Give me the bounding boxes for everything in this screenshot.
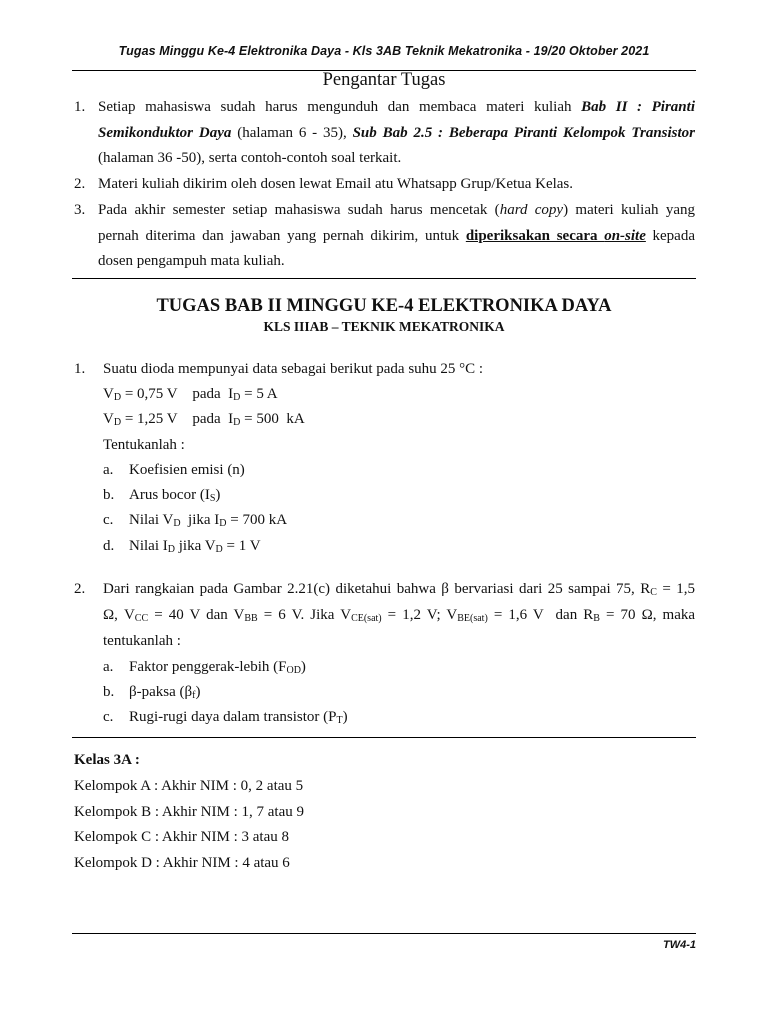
- intro-item-2-text: Materi kuliah dikirim oleh dosen lewat Email atu Whatsapp Grup/Ketua Kelas.: [98, 176, 574, 192]
- q2-number: 2.: [74, 581, 86, 597]
- intro-item-3-text-d: pernah diterima dan jawaban yang pernah dikirim, untuk: [98, 227, 466, 244]
- q1-part-b-letter: b.: [103, 487, 115, 503]
- kelompok-c: Kelompok C : Akhir NIM : 3 atau 8: [74, 829, 289, 845]
- q1-data-1: $V_D = 0,75$ V pada $I_D = 5$ A: [103, 386, 278, 403]
- intro-title: Pengantar Tugas: [322, 70, 446, 90]
- kelompok-b: Kelompok B : Akhir NIM : 1, 7 atau 9: [74, 804, 304, 820]
- q2-line-2: Ω, $V_{CC} = 40$ V dan $V_{BB} = 6$ V. Jika $V_{CE(sat)} = 1,2$ V; $V_{BE(sat)} = 1,6$ V dan $R_B = 70$ Ω, maka: [103, 607, 696, 624]
- q2-part-a-text: Faktor penggerak-lebih $(F_{OD})$: [129, 659, 306, 676]
- q1-part-a-letter: a.: [103, 462, 114, 478]
- page-label: TW4-1: [663, 939, 696, 951]
- q2-part-b-letter: b.: [103, 684, 115, 700]
- intro-item-1-pages: (halaman 6 - 35),: [231, 124, 353, 141]
- intro-item-3-line-2: [98, 224, 695, 250]
- document-header: Tugas Minggu Ke-4 Elektronika Daya - Kls 3AB Teknik Mekatronika - 19/20 Oktober 2021: [118, 44, 650, 58]
- intro-item-1-text-a: Setiap mahasiswa sudah harus mengunduh dan membaca materi kuliah: [98, 99, 582, 115]
- intro-item-1-line-3: (halaman 36 -50), serta contoh-contoh soal terkait.: [98, 150, 402, 166]
- q2-part-b-text: β-paksa $(\beta_f)$: [129, 684, 201, 701]
- intro-item-2-number: 2.: [74, 176, 86, 192]
- questions-divider: [72, 737, 696, 738]
- intro-item-3-line-1: [98, 198, 695, 224]
- intro-item-3: [98, 198, 695, 275]
- q2-line-3: tentukanlah :: [103, 633, 181, 649]
- q1-part-d-letter: d.: [103, 538, 115, 554]
- intro-item-1-bab-ref: Bab II : Piranti: [581, 99, 695, 115]
- q1-part-b-text: Arus bocor $(I_S)$: [129, 487, 221, 504]
- intro-divider: [72, 278, 696, 279]
- q2-part-a-letter: a.: [103, 659, 114, 675]
- intro-item-1-line-2: [98, 121, 695, 147]
- q2-line-1: Dari rangkaian pada Gambar 2.21(c) diketahui bahwa β bervariasi dari 25 sampai 75, $R_C = 1,5$: [103, 581, 695, 598]
- intro-item-1-subbab-ref: Sub Bab 2.5 : Beberapa Piranti Kelompok Transistor: [352, 124, 696, 141]
- q1-number: 1.: [74, 361, 86, 377]
- intro-item-3-line-3: dosen pengampuh mata kuliah.: [98, 253, 285, 269]
- intro-item-1: [98, 95, 695, 172]
- intro-item-3-hard-copy: hard copy: [499, 202, 564, 218]
- q1-data-2: $V_D = 1,25$ V pada $I_D = 500$ kA: [103, 411, 305, 428]
- intro-item-1-bab-ref-cont: Semikonduktor Daya: [98, 124, 232, 141]
- q1-intro: Suatu dioda mempunyai data sebagai berikut pada suhu 25 °C :: [103, 361, 484, 377]
- intro-item-1-line-1: [98, 95, 695, 121]
- q1-part-a-text: Koefisien emisi (n): [129, 462, 245, 478]
- footer-rule: [72, 933, 696, 934]
- kelas-title: Kelas 3A :: [74, 752, 140, 768]
- intro-item-3-text-c: ) materi kuliah yang: [563, 202, 695, 218]
- intro-item-3-emphasis: diperiksakan secara: [465, 227, 605, 244]
- intro-item-2: [98, 172, 695, 198]
- q2-part-c-text: Rugi-rugi daya dalam transistor $(P_T)$: [129, 709, 348, 726]
- intro-item-1-number: 1.: [74, 99, 86, 115]
- intro-item-3-number: 3.: [74, 202, 86, 218]
- intro-item-3-text-a: Pada akhir semester setiap mahasiswa sudah harus mencetak (: [98, 202, 500, 218]
- q1-ask: Tentukanlah :: [103, 437, 185, 453]
- q2-part-c-letter: c.: [103, 709, 114, 725]
- kelompok-d: Kelompok D : Akhir NIM : 4 atau 6: [74, 855, 290, 871]
- kelompok-a: Kelompok A : Akhir NIM : 0, 2 atau 5: [74, 778, 304, 794]
- intro-item-3-on-site: on-site: [604, 227, 646, 244]
- q1-part-d-text: Nilai $I_D$ jika $V_D = 1$ V: [129, 538, 261, 555]
- q1-part-c-letter: c.: [103, 512, 114, 528]
- q1-part-c-text: Nilai $V_D$ jika $I_D = 700$ kA: [129, 512, 288, 529]
- task-title: TUGAS BAB II MINGGU KE-4 ELEKTRONIKA DAYA: [156, 296, 612, 316]
- task-subtitle: KLS IIIAB – TEKNIK MEKATRONIKA: [263, 319, 505, 334]
- intro-item-3-text-e: kepada: [645, 227, 696, 244]
